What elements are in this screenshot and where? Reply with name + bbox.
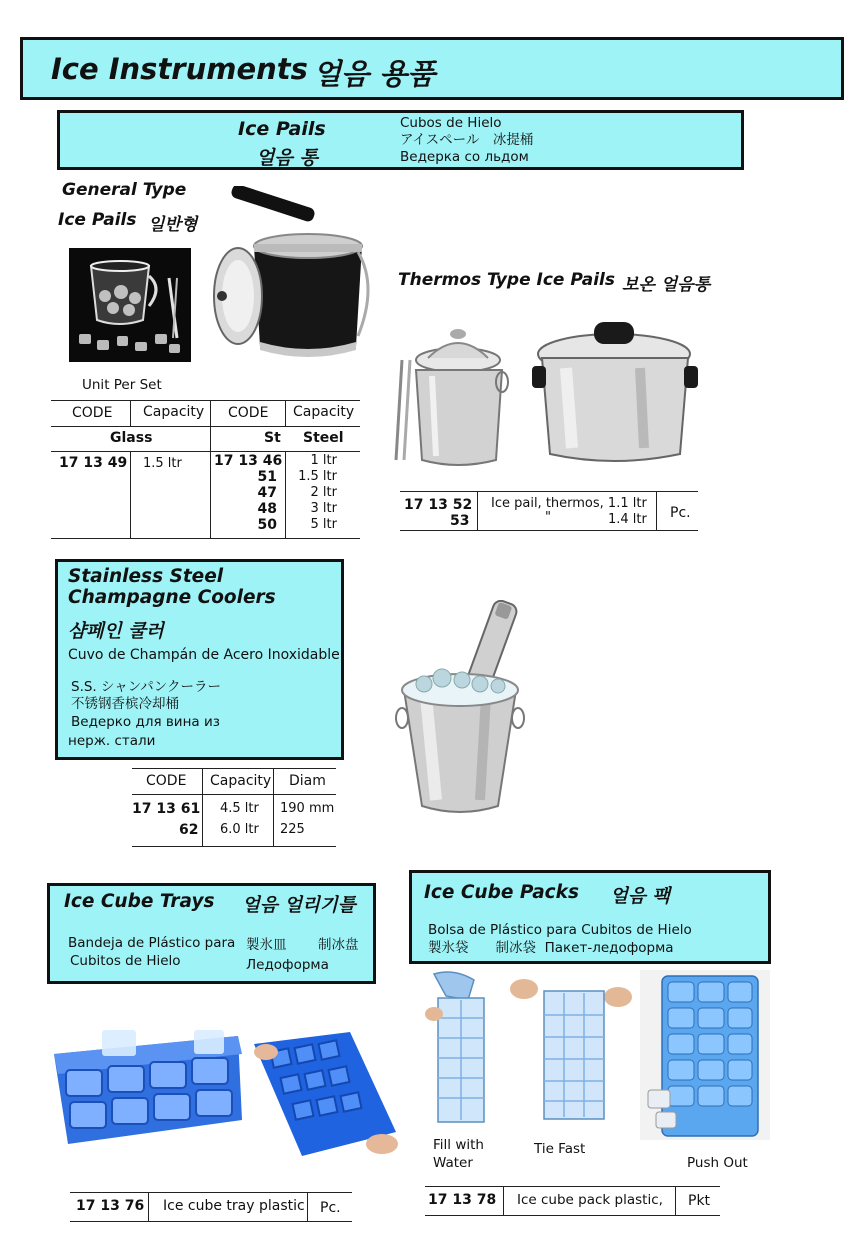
thermos-title-ko: 보온 얼음통 — [622, 275, 711, 295]
trays-panel — [47, 883, 376, 984]
general-type-label: General Type — [62, 180, 187, 200]
trays-code: 17 13 76 — [76, 1198, 145, 1214]
glass-ice-pail-photo — [69, 248, 191, 362]
steel-capacity: 5 ltr — [310, 517, 337, 532]
steel-code: 48 — [257, 501, 277, 517]
packs-title-en: Ice Cube Packs — [424, 882, 579, 903]
steel-ice-pail-photo — [208, 186, 380, 366]
ice-pack-fill-photo — [424, 970, 494, 1126]
packs-desc: Ice cube pack plastic, — [517, 1192, 663, 1208]
general-sub-glass: Glass — [110, 430, 153, 446]
steel-code: 51 — [257, 469, 277, 485]
trays-jp-2: 制冰盘 — [318, 937, 359, 953]
ice-pack-tie-photo — [506, 975, 634, 1121]
thermos-unit: Pc. — [670, 505, 691, 521]
champagne-jp-1: S.S. シャンパンクーラー — [71, 679, 222, 695]
thermos-desc-1: Ice pail, thermos, 1.1 ltr — [491, 496, 647, 511]
general-header-capacity-2: Capacity — [293, 404, 355, 420]
unit-per-set-label: Unit Per Set — [82, 377, 162, 393]
champagne-diam-1: 190 mm — [280, 801, 335, 816]
thermos-title-en: Thermos Type Ice Pails — [398, 270, 615, 290]
packs-panel — [409, 870, 771, 964]
trays-jp-1: 製氷皿 — [246, 937, 287, 953]
champagne-es: Cuvo de Champán de Acero Inoxidable — [68, 647, 340, 663]
steel-code: 17 13 46 — [214, 453, 283, 469]
trays-es-1: Bandeja de Plástico para — [68, 935, 236, 951]
general-header-capacity-1: Capacity — [143, 404, 205, 420]
steel-capacity: 2 ltr — [310, 485, 337, 500]
ice-pails-banner — [57, 110, 744, 170]
champagne-title-1: Stainless Steel — [68, 566, 224, 587]
steel-code: 47 — [257, 485, 277, 501]
header-title-ko: 얼음 용품 — [313, 57, 436, 91]
trays-es-2: Cubitos de Hielo — [70, 953, 181, 969]
packs-es: Bolsa de Plástico para Cubitos de Hielo — [428, 922, 692, 938]
trays-desc: Ice cube tray plastic — [163, 1198, 305, 1214]
champagne-cooler-photo — [390, 600, 530, 822]
general-ice-pails-ko: 일반형 — [148, 215, 198, 235]
general-header-code-2: CODE — [228, 405, 269, 421]
general-header-code-1: CODE — [72, 405, 113, 421]
ice-pails-ru: Ведерка со льдом — [400, 149, 529, 165]
champagne-jp-2: 不锈钢香槟冷却桶 — [71, 696, 179, 712]
ice-pails-title-ko: 얼음 통 — [256, 147, 318, 169]
ice-tray-photo-2 — [250, 1032, 400, 1162]
packs-multi: 製氷袋 制冰袋 Пакет-ледоформа — [428, 940, 674, 956]
general-sub-steel: Steel — [303, 430, 344, 446]
ice-tray-photo-1 — [48, 1024, 248, 1148]
ice-pails-title-en: Ice Pails — [238, 118, 326, 140]
trays-unit: Pc. — [320, 1200, 341, 1216]
steel-capacity: 3 ltr — [310, 501, 337, 516]
packs-title-ko: 얼음 팩 — [610, 886, 671, 907]
champagne-ru-1: Ведерко для вина из — [71, 714, 220, 730]
champagne-code-2: 62 — [179, 822, 199, 838]
ice-pails-es: Cubos de Hielo — [400, 115, 502, 131]
thermos-pail-large-photo — [530, 318, 702, 470]
step-push-out: Push Out — [687, 1155, 748, 1171]
glass-capacity: 1.5 ltr — [143, 456, 182, 471]
champagne-capacity-2: 6.0 ltr — [220, 822, 259, 837]
packs-code: 17 13 78 — [428, 1192, 497, 1208]
ice-pack-push-photo — [640, 970, 770, 1140]
steel-capacity: 1.5 ltr — [298, 469, 337, 484]
thermos-code-2: 53 — [450, 513, 470, 529]
general-sub-st: St — [264, 430, 281, 446]
steel-capacity: 1 ltr — [310, 453, 337, 468]
champagne-header-code: CODE — [146, 773, 187, 789]
champagne-diam-2: 225 — [280, 822, 305, 837]
glass-code: 17 13 49 — [59, 455, 128, 471]
steel-code: 50 — [257, 517, 277, 533]
champagne-header-diam: Diam — [289, 773, 326, 789]
ice-pails-jp: アイスペール 冰提桶 — [400, 132, 534, 148]
general-ice-pails-label: Ice Pails — [58, 210, 137, 230]
trays-ru: Ледоформа — [246, 957, 329, 973]
packs-unit: Pkt — [688, 1193, 711, 1209]
champagne-panel — [55, 559, 344, 760]
header-title-en: Ice Instruments — [51, 52, 308, 86]
champagne-header-capacity: Capacity — [210, 773, 272, 789]
thermos-desc-capacity-2: 1.4 ltr — [608, 512, 647, 527]
thermos-desc-ditto: " — [545, 510, 551, 525]
step-fill-line-1: Fill with — [433, 1137, 484, 1153]
step-fill-line-2: Water — [433, 1155, 473, 1171]
trays-title-en: Ice Cube Trays — [64, 891, 215, 912]
champagne-capacity-1: 4.5 ltr — [220, 801, 259, 816]
thermos-code-1: 17 13 52 — [404, 497, 473, 513]
main-header — [20, 37, 844, 100]
champagne-code-1: 17 13 61 — [132, 801, 201, 817]
champagne-title-2: Champagne Coolers — [68, 587, 276, 608]
champagne-ru-2: нерж. стали — [68, 733, 156, 749]
champagne-title-ko: 샴페인 쿨러 — [68, 621, 164, 642]
thermos-pail-small-photo — [392, 320, 518, 470]
trays-title-ko: 얼음 얼리기틀 — [242, 895, 356, 916]
step-tie-fast: Tie Fast — [534, 1141, 586, 1157]
